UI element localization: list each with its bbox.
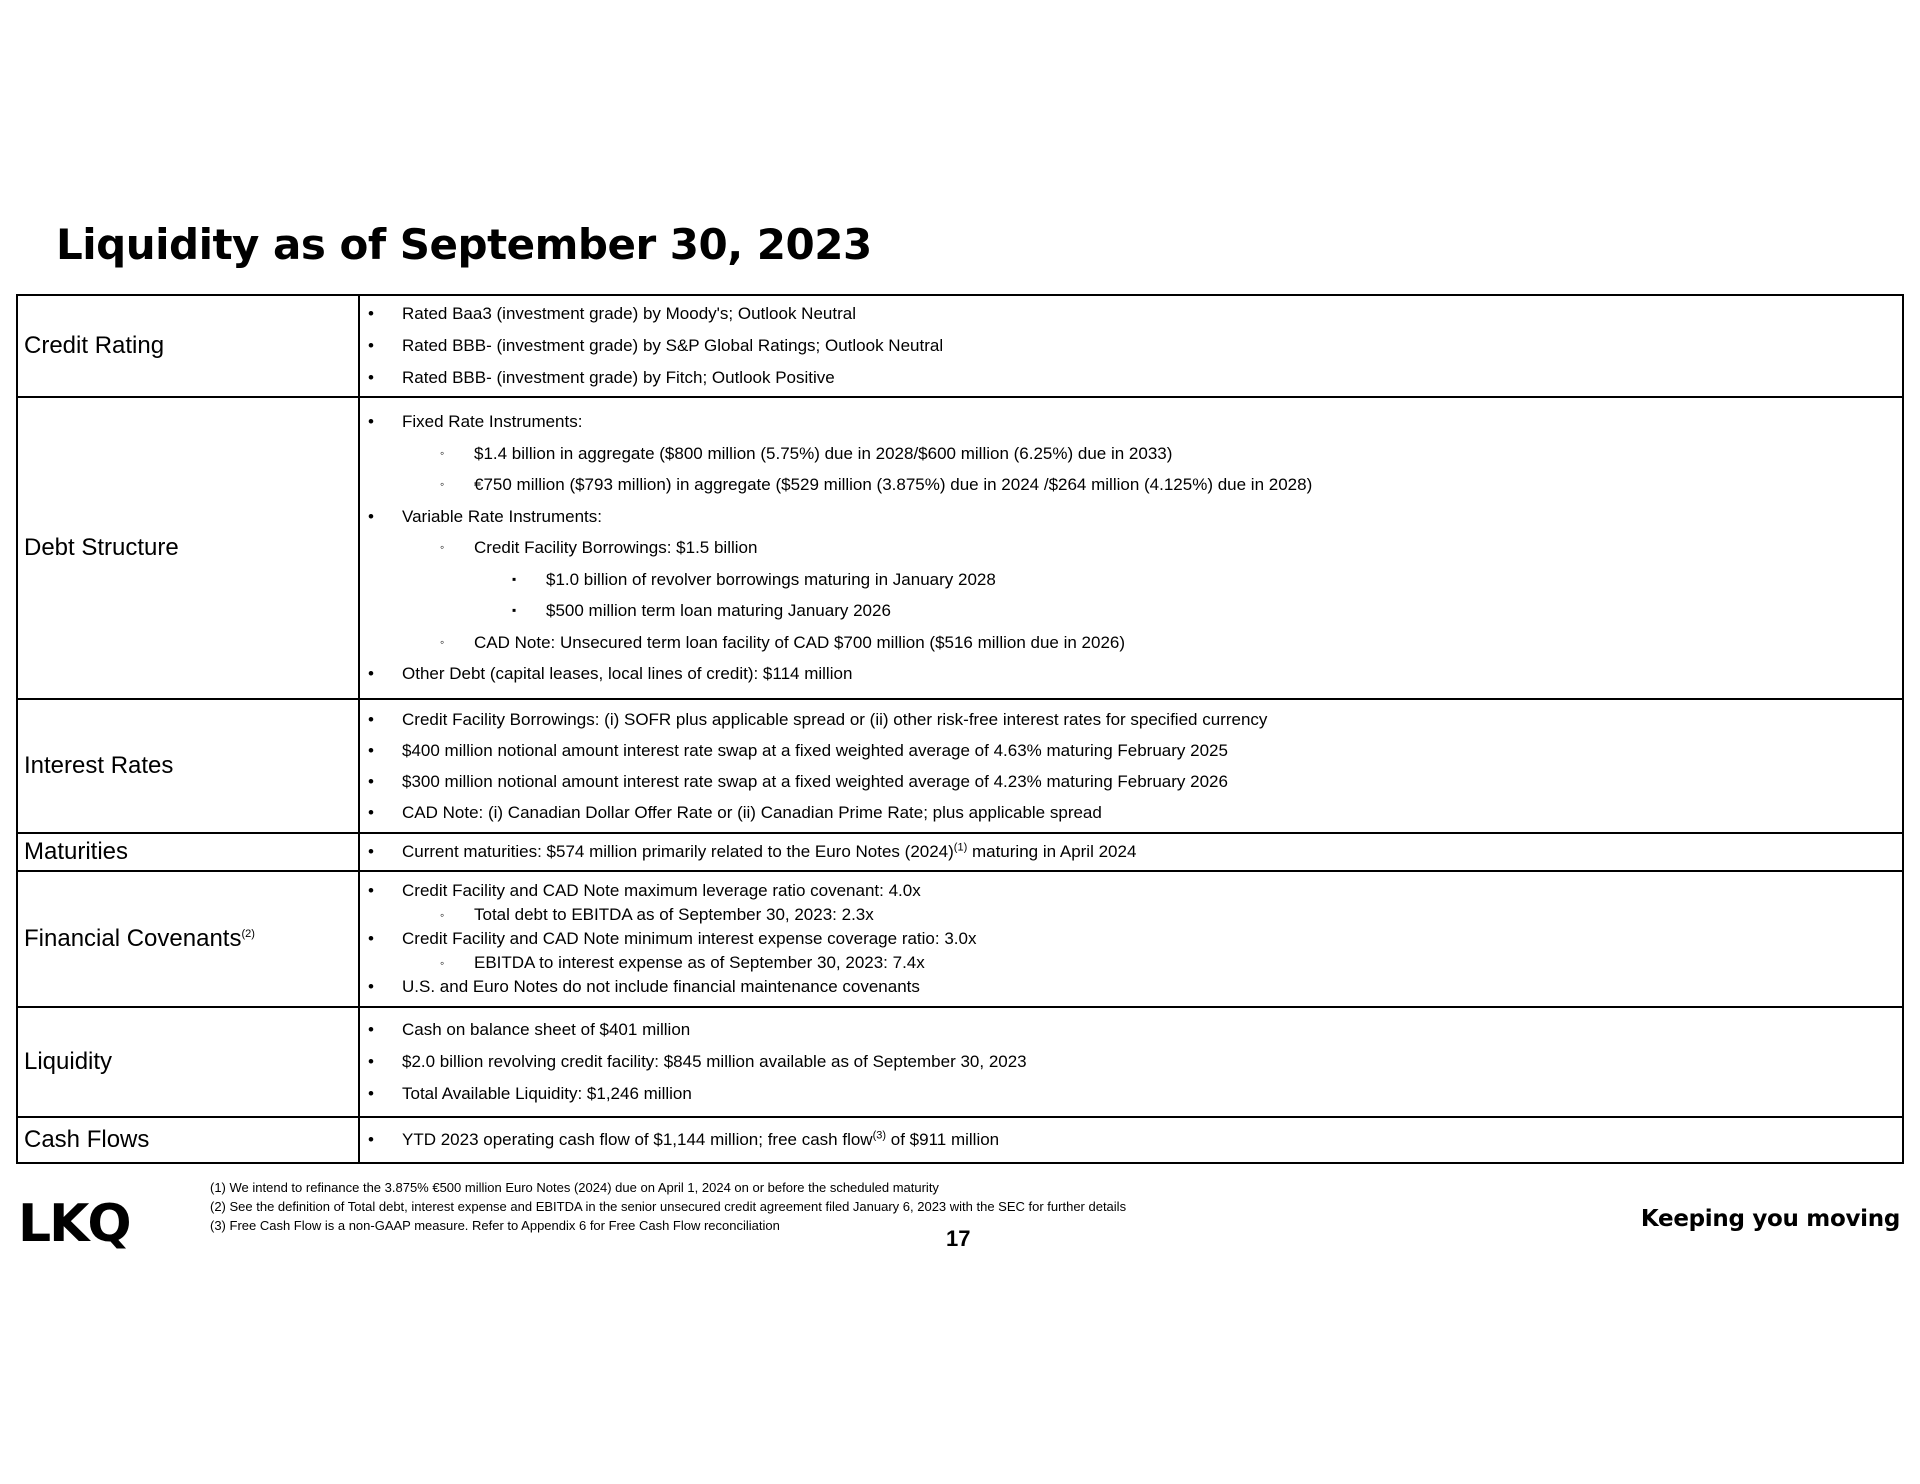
footnotes [210, 1178, 1126, 1235]
bullet-marker: • [368, 1020, 374, 1039]
bullet-marker: • [368, 881, 374, 900]
sub-bullet-marker: ◦ [440, 634, 445, 649]
bullet-list [360, 406, 1896, 690]
list-item: • Credit Facility and CAD Note minimum interest expense coverage ratio: 3.0x [360, 927, 1896, 951]
list-item: • $2.0 billion revolving credit facility: $845 million available as of September 30, 2023 [360, 1046, 1896, 1078]
row-label-interest-rates: Interest Rates [17, 699, 359, 833]
list-item: • YTD 2023 operating cash flow of $1,144 million; free cash flow$^{(3)}$ of $911 million [360, 1125, 1896, 1155]
footnote-1: (1) We intend to refinance the 3.875% €500 million Euro Notes (2024) due on April 1, 2024 on or before the scheduled maturity [210, 1180, 939, 1195]
bullet-marker: • [368, 664, 374, 684]
bullet-marker: • [368, 772, 374, 791]
row-content-credit-rating [359, 295, 1903, 397]
page-number: 17 [946, 1226, 971, 1251]
row-content-debt-structure [359, 397, 1903, 699]
row-content-cash-flows [359, 1117, 1903, 1163]
list-item: • $400 million notional amount interest rate swap at a fixed weighted average of 4.63% maturing February 2025 [360, 735, 1896, 766]
bullet-marker: • [368, 336, 374, 355]
row-label-liquidity: Liquidity [17, 1007, 359, 1117]
list-item: ◦ EBITDA to interest expense as of September 30, 2023: 7.4x [360, 951, 1896, 975]
bullet-marker: • [368, 741, 374, 760]
list-item: ▪ $500 million term loan maturing January 2026 [360, 595, 1896, 627]
bullet-marker: • [368, 412, 374, 432]
list-item: • Rated BBB- (investment grade) by S&P Global Ratings; Outlook Neutral [360, 330, 1896, 362]
bullet-list [360, 879, 1896, 999]
bullet-list [360, 1014, 1896, 1110]
bullet-list [360, 704, 1896, 828]
list-item: • Fixed Rate Instruments: [360, 406, 1896, 438]
list-item: • Current maturities: $574 million primarily related to the Euro Notes $(2024)^{(1)}$ maturing in April 2024 [360, 837, 1896, 867]
footnote-ref: (2) [241, 928, 255, 940]
table-row-debt-structure [17, 397, 1903, 699]
tagline: Keeping you moving [1640, 1206, 1900, 1232]
row-label-cash-flows: Cash Flows [17, 1117, 359, 1163]
row-content-maturities [359, 833, 1903, 871]
bullet-list [360, 1125, 1896, 1155]
footnote-ref: (3) [872, 1129, 887, 1142]
bullet-marker: • [368, 929, 374, 948]
list-item: ◦ $1.4 billion in aggregate ($800 million (5.75%) due in 2028/$600 million (6.25%) due in 2033) [360, 438, 1896, 470]
list-item: • Rated Baa3 (investment grade) by Moody's; Outlook Neutral [360, 298, 1896, 330]
list-item: • Other Debt (capital leases, local lines of credit): $114 million [360, 658, 1896, 690]
row-content-interest-rates [359, 699, 1903, 833]
list-item: ◦ Credit Facility Borrowings: $1.5 billion [360, 532, 1896, 564]
sub-bullet-marker: ◦ [440, 477, 445, 492]
bullet-marker: • [368, 1130, 374, 1149]
bullet-list [360, 298, 1896, 394]
row-label-debt-structure: Debt Structure [17, 397, 359, 699]
table-row-credit-rating [17, 295, 1903, 397]
list-item: • $300 million notional amount interest rate swap at a fixed weighted average of 4.23% maturing February 2026 [360, 766, 1896, 797]
bullet-marker: • [368, 1084, 374, 1103]
table-row-interest-rates [17, 699, 1903, 833]
row-content-liquidity [359, 1007, 1903, 1117]
sub-bullet-marker: ◦ [440, 445, 445, 460]
bullet-marker: • [368, 1052, 374, 1071]
bullet-marker: • [368, 842, 374, 861]
row-label-financial-covenants: Financial Covenants$^{(2)}$ [17, 871, 359, 1007]
row-content-financial-covenants [359, 871, 1903, 1007]
list-item: • Cash on balance sheet of $401 million [360, 1014, 1896, 1046]
sub-bullet-marker: ◦ [440, 540, 445, 555]
sub-bullet-marker: ◦ [440, 908, 445, 922]
footnote-3: (3) Free Cash Flow is a non-GAAP measure. Refer to Appendix 6 for Free Cash Flow reconciliation [210, 1218, 780, 1233]
bullet-marker: • [368, 368, 374, 387]
list-item: • Credit Facility Borrowings: (i) SOFR plus applicable spread or (ii) other risk-free interest rates for specified currency [360, 704, 1896, 735]
bullet-marker: • [368, 803, 374, 822]
table-row-cash-flows [17, 1117, 1903, 1163]
bullet-marker: • [368, 977, 374, 996]
list-item: • U.S. and Euro Notes do not include financial maintenance covenants [360, 975, 1896, 999]
list-item: ◦ Total debt to EBITDA as of September 30, 2023: 2.3x [360, 903, 1896, 927]
page-title: Liquidity as of September 30, 2023 [56, 220, 872, 269]
row-label-credit-rating: Credit Rating [17, 295, 359, 397]
footnote-ref: (1) [953, 841, 968, 854]
list-item: • Variable Rate Instruments: [360, 501, 1896, 533]
bullet-marker: • [368, 506, 374, 526]
list-item: ◦ CAD Note: Unsecured term loan facility of CAD $700 million ($516 million due in 2026) [360, 627, 1896, 659]
list-item: • Rated BBB- (investment grade) by Fitch; Outlook Positive [360, 362, 1896, 394]
lkq-logo: LKQ [18, 1194, 130, 1254]
row-label-maturities: Maturities [17, 833, 359, 871]
bullet-marker: • [368, 304, 374, 323]
footnote-2: (2) See the definition of Total debt, interest expense and EBITDA in the senior unsecured credit agreement filed January 6, 2023 with the SEC for further details [210, 1199, 1127, 1214]
square-bullet-marker: ▪ [512, 571, 517, 586]
list-item: ▪ $1.0 billion of revolver borrowings maturing in January 2028 [360, 564, 1896, 596]
table-row-liquidity [17, 1007, 1903, 1117]
list-item: ◦ €750 million ($793 million) in aggregate ($529 million (3.875%) due in 2024 /$264 million (4.125%) due in 2028) [360, 469, 1896, 501]
table-row-maturities [17, 833, 1903, 871]
bullet-list [360, 837, 1896, 867]
list-item: • Credit Facility and CAD Note maximum leverage ratio covenant: 4.0x [360, 879, 1896, 903]
liquidity-table [16, 294, 1904, 1164]
bullet-marker: • [368, 710, 374, 729]
square-bullet-marker: ▪ [512, 603, 517, 618]
sub-bullet-marker: ◦ [440, 956, 445, 970]
table-row-financial-covenants [17, 871, 1903, 1007]
list-item: • Total Available Liquidity: $1,246 million [360, 1078, 1896, 1110]
list-item: • CAD Note: (i) Canadian Dollar Offer Rate or (ii) Canadian Prime Rate; plus applicable spread [360, 797, 1896, 828]
